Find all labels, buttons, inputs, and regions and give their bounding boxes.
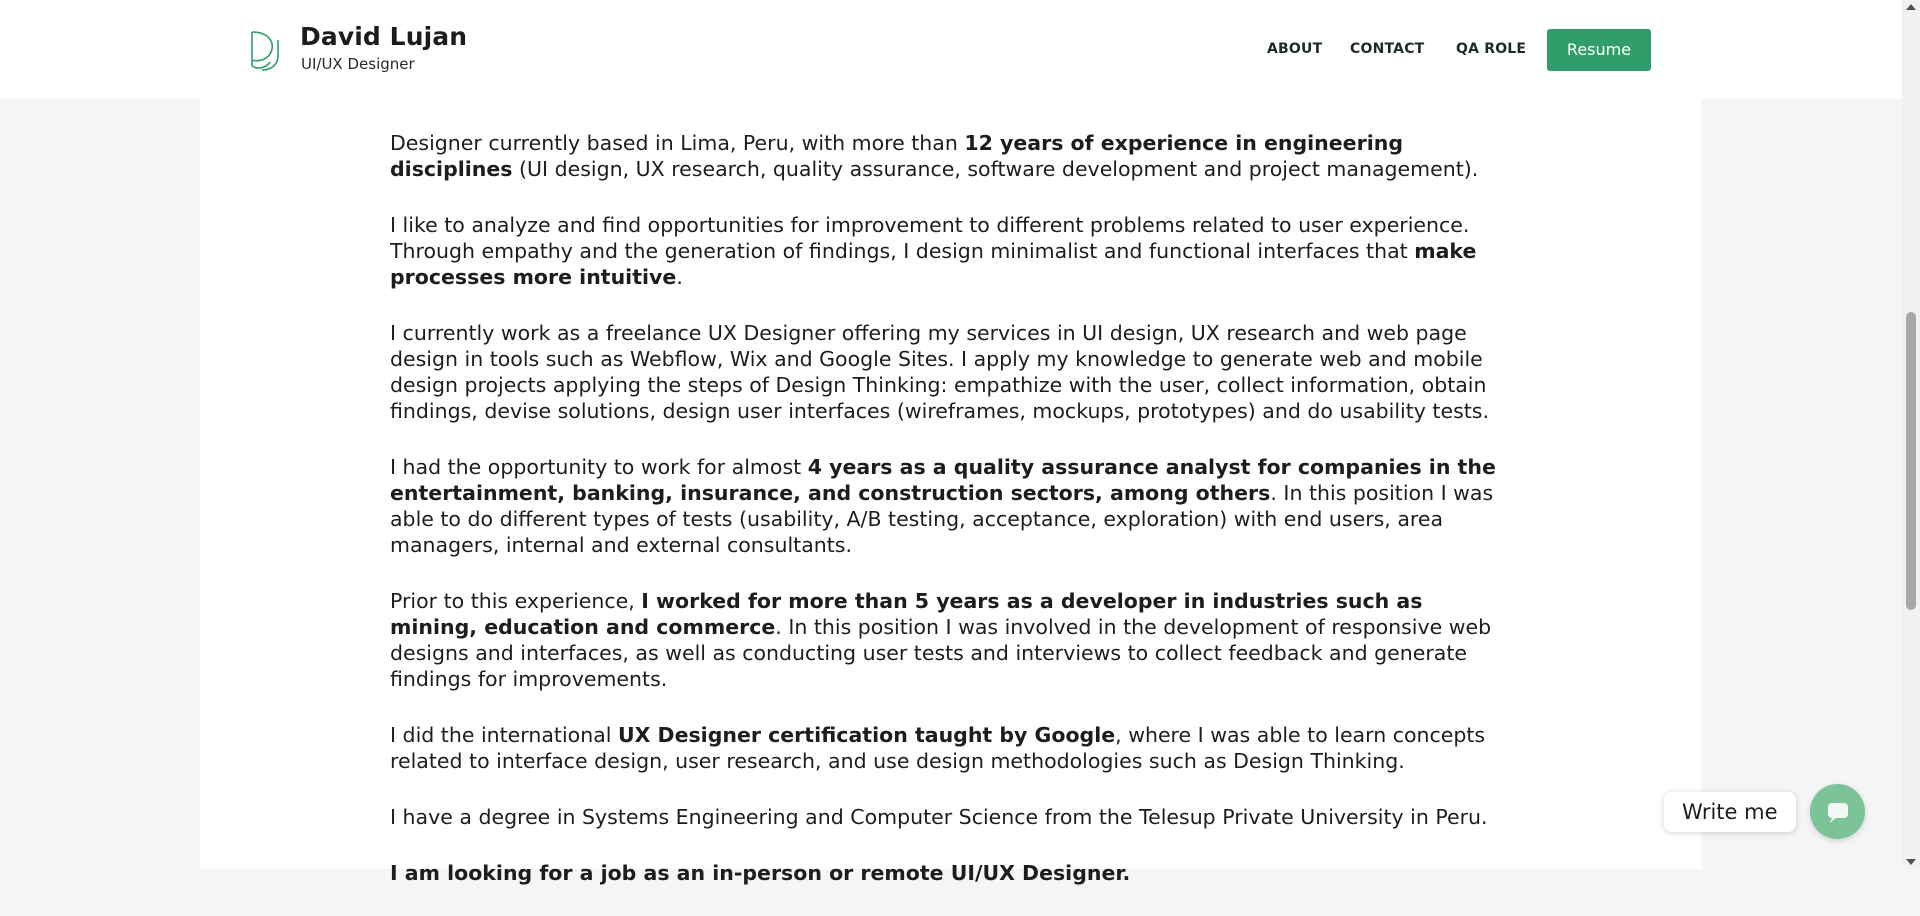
- scroll-up-icon[interactable]: [1906, 4, 1916, 10]
- scrollbar[interactable]: [1902, 0, 1920, 869]
- paragraph-certification: I did the international UX Designer certification taught by Google, where I was able to learn concepts related to interface design, user research, and use design methodologies such as Design Thinking.: [390, 723, 1486, 773]
- nav-about[interactable]: ABOUT: [1267, 41, 1323, 57]
- nav-qa-role[interactable]: QA ROLE: [1456, 41, 1527, 57]
- paragraph-approach: I like to analyze and find opportunities for improvement to different problems related to user experience. Through empathy and the generation of findings, I design minimalist and functional interfaces that make processes more intuitive.: [390, 213, 1477, 289]
- brand-role: UI/UX Designer: [301, 55, 415, 73]
- nav-contact[interactable]: CONTACT: [1350, 41, 1425, 57]
- brand-name[interactable]: David Lujan: [300, 22, 468, 51]
- paragraph-degree: I have a degree in Systems Engineering and Computer Science from the Telesup Private University in Peru.: [390, 805, 1488, 829]
- paragraph-developer-experience: Prior to this experience, I worked for more than 5 years as a developer in industries such as mining, education and commerce. In this position I was involved in the development of responsive web designs and interfaces, as well as conducting user tests and interviews to collect feedback and generate findings for improvements.: [390, 589, 1492, 691]
- scrollbar-thumb[interactable]: [1906, 312, 1916, 610]
- about-content: [390, 130, 1516, 916]
- chat-bubble-icon: [1824, 798, 1851, 825]
- paragraph-freelance: I currently work as a freelance UX Designer offering my services in UI design, UX research and web page design in tools such as Webflow, Wix and Google Sites. I apply my knowledge to generate web and mobile design projects applying the steps of Design Thinking: empathize with the user, collect information, obtain findings, devise solutions, design user interfaces (wireframes, mockups, prototypes) and do usability tests.: [390, 321, 1490, 423]
- paragraph-location: Designer currently based in Lima, Peru, with more than 12 years of experience in engineering disciplines (UI design, UX research, quality assurance, software development and project management).: [390, 131, 1479, 181]
- chat-button[interactable]: [1810, 784, 1865, 839]
- paragraph-job-search: I am looking for a job as an in-person or remote UI/UX Designer.: [390, 861, 1131, 885]
- resume-button[interactable]: Resume: [1547, 29, 1651, 71]
- scroll-down-icon[interactable]: [1906, 859, 1916, 865]
- chat-label[interactable]: Write me: [1664, 792, 1796, 832]
- paragraph-qa-experience: I had the opportunity to work for almost 4 years as a quality assurance analyst for companies in the entertainment, banking, insurance, and construction sectors, among others. In this position I was able to do different types of tests (usability, A/B testing, acceptance, exploration) with end users, area managers, internal and external consultants.: [390, 455, 1496, 557]
- logo-icon[interactable]: [248, 26, 282, 72]
- site-header: [0, 0, 1902, 99]
